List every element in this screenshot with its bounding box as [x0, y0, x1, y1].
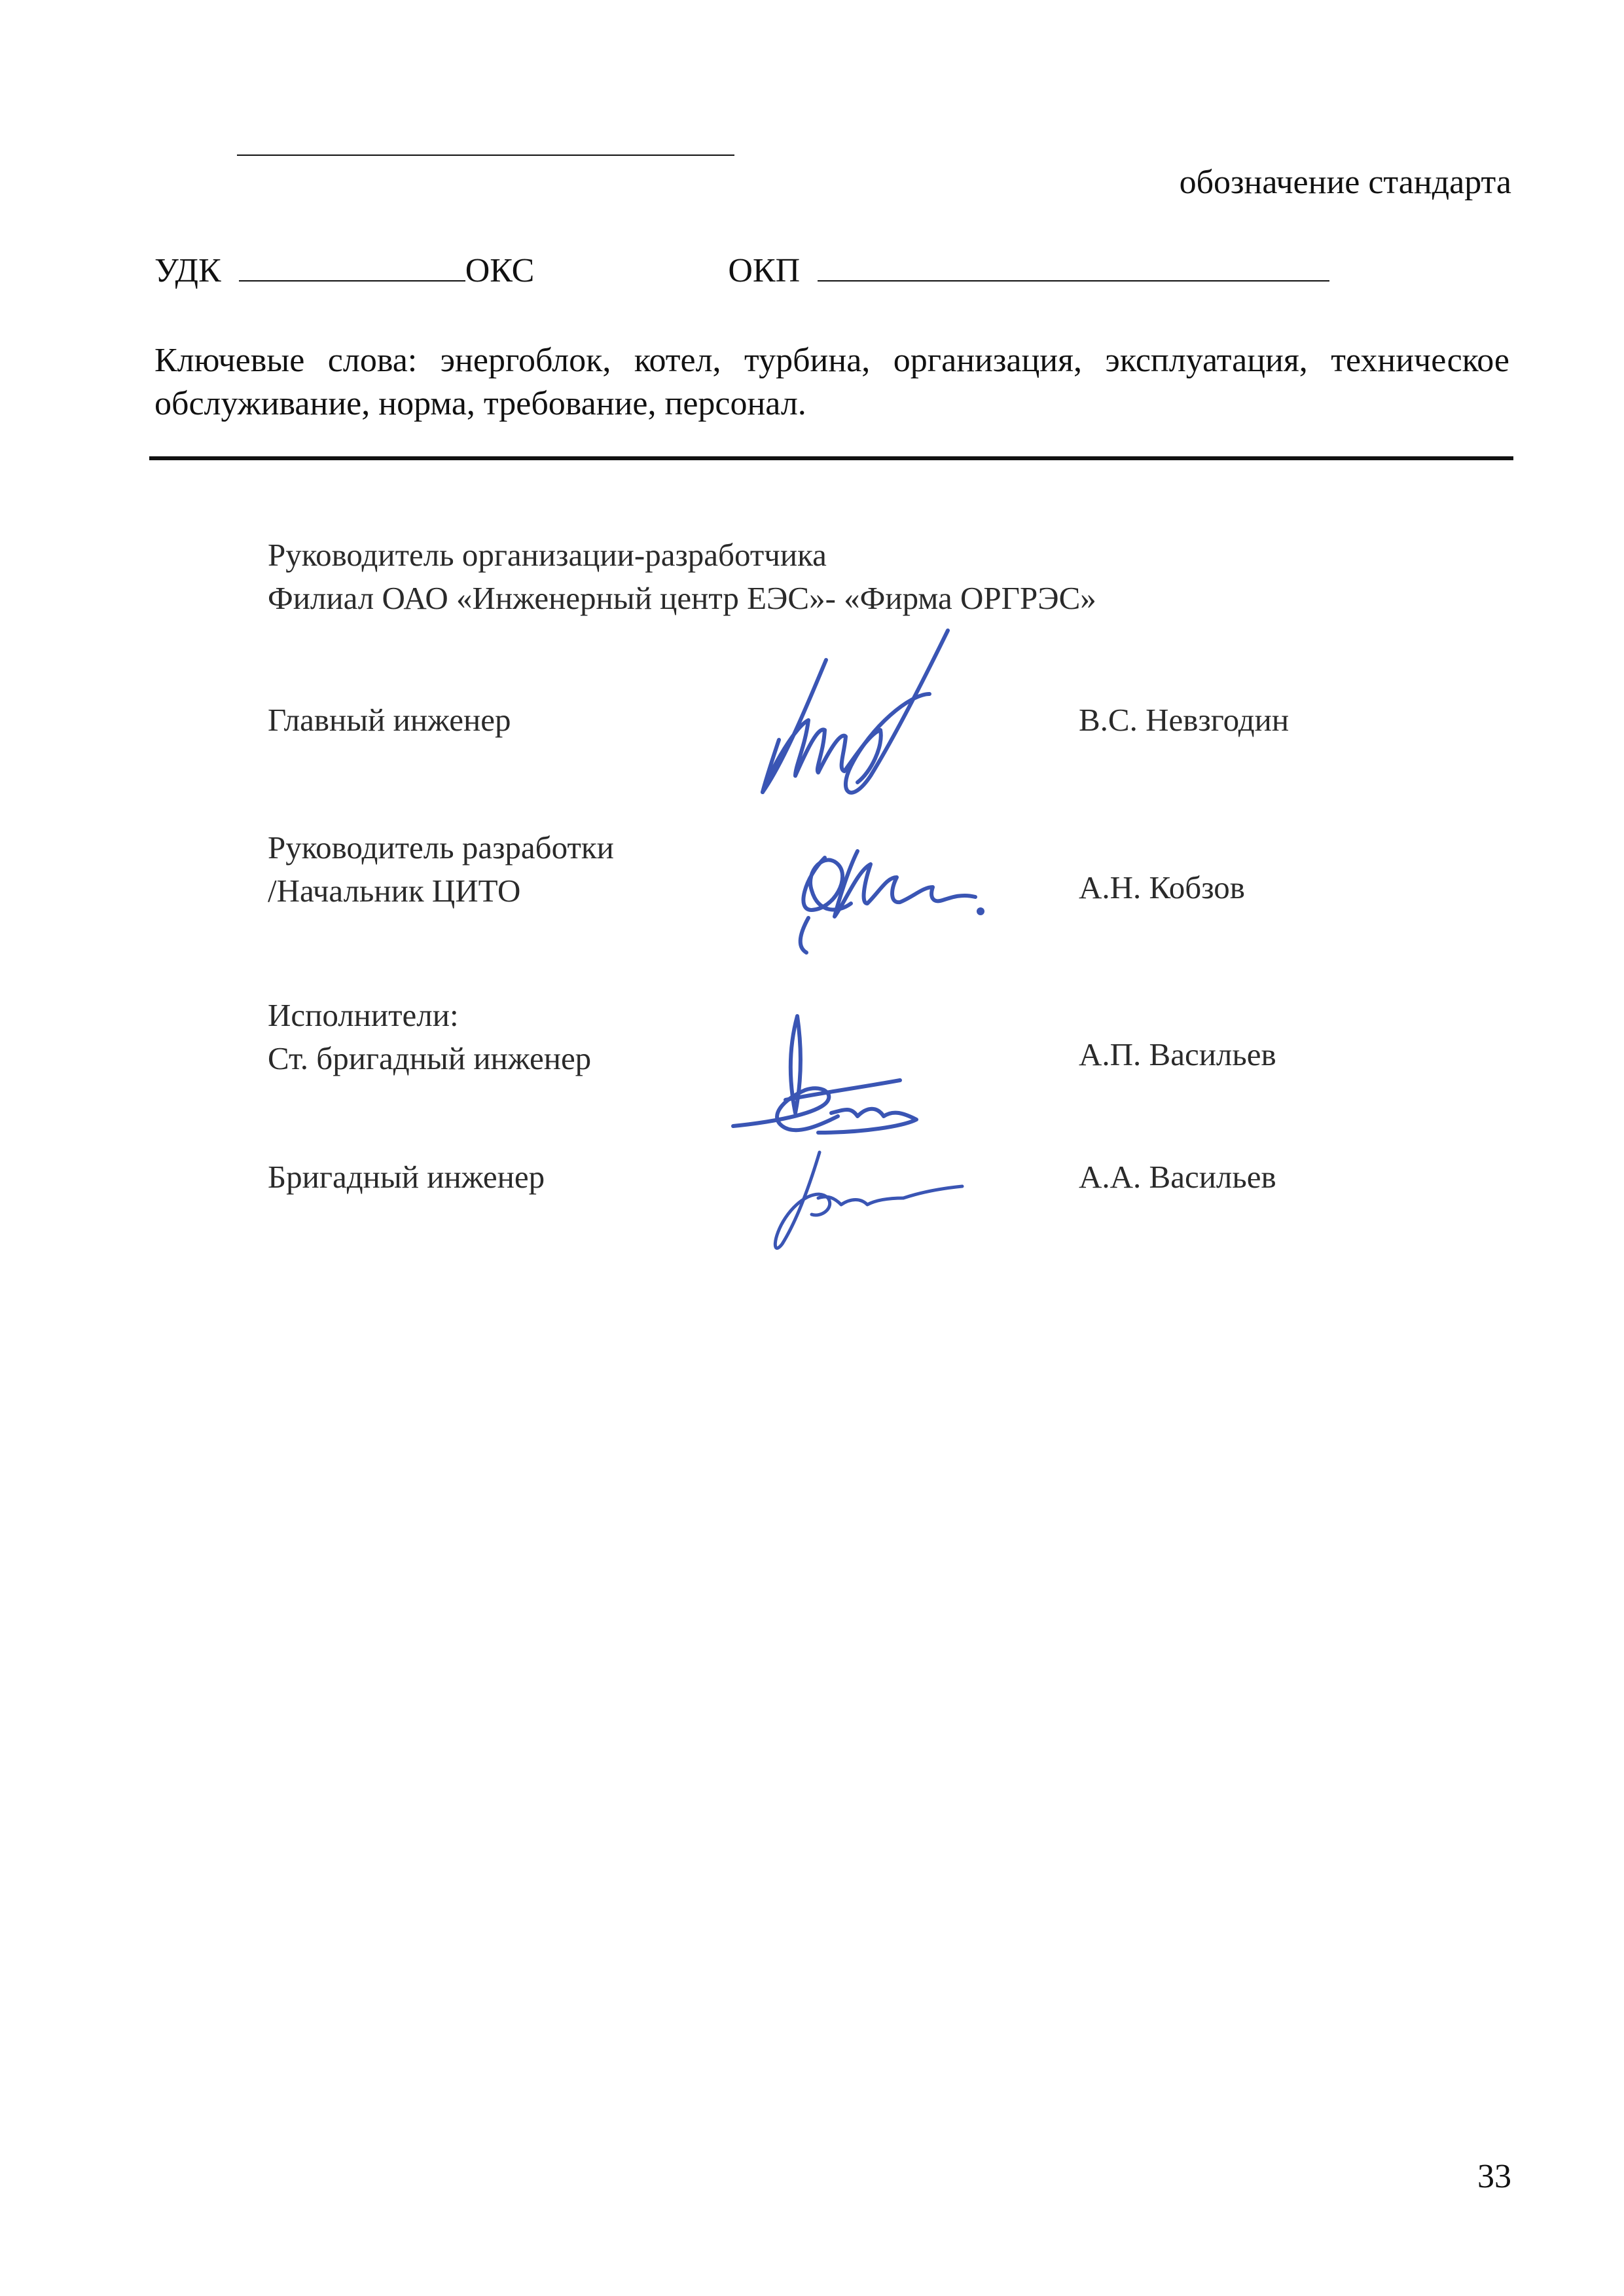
- signature-4: [775, 1152, 962, 1248]
- page-number: 33: [1477, 2158, 1511, 2195]
- signatory-4-name: А.А. Васильев: [1079, 1159, 1276, 1195]
- signatory-3-role-line-1: Исполнители:: [268, 997, 459, 1033]
- signatory-3-role-line-2: Ст. бригадный инженер: [268, 1040, 592, 1076]
- signature-1: [763, 630, 948, 793]
- okp-label: ОКП: [728, 252, 801, 289]
- signature-3: [733, 1016, 916, 1133]
- signature-2: [801, 851, 983, 953]
- signatory-2-name: А.Н. Кобзов: [1079, 869, 1245, 905]
- signatory-1-role-line-1: Главный инженер: [268, 702, 511, 738]
- oks-label: ОКС: [465, 252, 535, 289]
- developer-line-2: Филиал ОАО «Инженерный центр ЕЭС»- «Фирма ОРГРЭС»: [268, 580, 1096, 616]
- developer-line-1: Руководитель организации-разработчика: [268, 537, 827, 573]
- keywords-paragraph: Ключевые слова: энергоблок, котел, турбина, организация, эксплуатация, техническое обслуживание, норма, требование, персонал.: [154, 342, 1509, 422]
- signatory-1-name: В.С. Невзгодин: [1079, 702, 1290, 738]
- signatory-2-role-line-2: /Начальник ЦИТО: [268, 873, 521, 909]
- signatory-2-role-line-1: Руководитель разработки: [268, 829, 614, 866]
- standard-designation-label: обозначение стандарта: [1179, 164, 1511, 201]
- signatory-3-name: А.П. Васильев: [1079, 1036, 1276, 1072]
- signatory-4-role-line-1: Бригадный инженер: [268, 1159, 545, 1195]
- udk-label: УДК: [154, 252, 221, 289]
